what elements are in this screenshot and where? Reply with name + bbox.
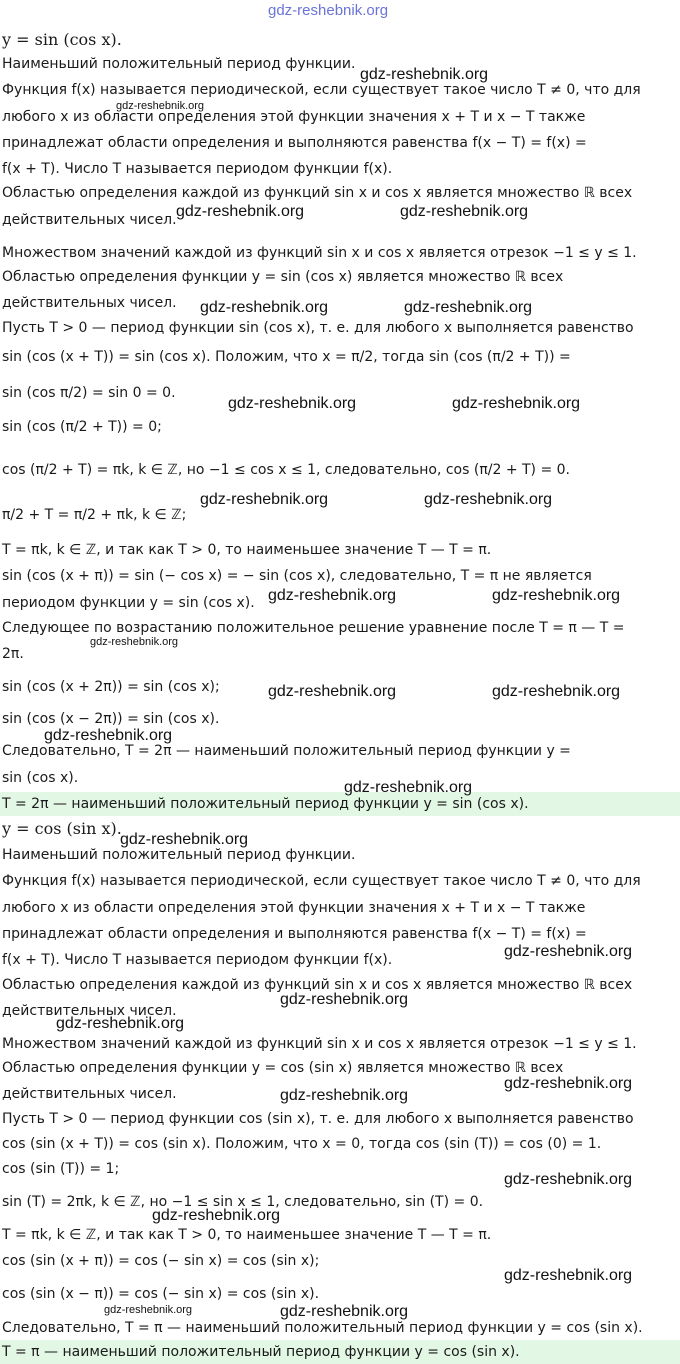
site-watermark-header: gdz-reshebnik.org	[268, 2, 389, 19]
watermark: gdz-reshebnik.org	[344, 779, 473, 796]
part1-line: cos (π/2 + T) = πk, k ∈ ℤ, но −1 ≤ cos x ≤ 1, следовательно, cos (π/2 + T) = 0.	[2, 462, 571, 478]
watermark: gdz-reshebnik.org	[104, 1304, 193, 1316]
part1-line: sin (cos π/2) = sin 0 = 0.	[2, 385, 176, 401]
watermark: gdz-reshebnik.org	[90, 636, 179, 648]
part1-answer: T = 2π — наименьший положительный период функции y = sin (cos x).	[0, 792, 680, 816]
part1-line: 2π.	[2, 646, 24, 662]
watermark: gdz-reshebnik.org	[280, 991, 409, 1008]
part1-line: Функция f(x) называется периодической, если существует такое число T ≠ 0, что для	[2, 82, 641, 98]
part1-line: sin (cos x).	[2, 770, 79, 786]
watermark: gdz-reshebnik.org	[228, 395, 357, 412]
part1-heading: y = sin (cos x).	[2, 30, 122, 49]
part1-line: периодом функции y = sin (cos x).	[2, 595, 255, 611]
part2-line: Следовательно, T = π — наименьший положительный период функции y = cos (sin x).	[2, 1320, 643, 1336]
part2-line: действительных чисел.	[2, 1003, 177, 1019]
watermark: gdz-reshebnik.org	[504, 943, 633, 960]
part2-line: Областью определения каждой из функций sin x и cos x является множество ℝ всех	[2, 977, 633, 993]
part2-line: Множеством значений каждой из функций sin x и cos x является отрезок −1 ≤ y ≤ 1.	[2, 1036, 637, 1052]
watermark: gdz-reshebnik.org	[404, 299, 533, 316]
watermark: gdz-reshebnik.org	[176, 203, 305, 220]
part2-line: T = πk, k ∈ ℤ, и так как T > 0, то наименьшее значение T — T = π.	[2, 1227, 492, 1243]
part1-line: Областью определения каждой из функций sin x и cos x является множество ℝ всех	[2, 185, 633, 201]
part2-line: Пусть T > 0 — период функции cos (sin x), т. е. для любого x выполняется равенство	[2, 1111, 634, 1127]
watermark: gdz-reshebnik.org	[120, 831, 249, 848]
watermark: gdz-reshebnik.org	[268, 683, 397, 700]
watermark: gdz-reshebnik.org	[424, 491, 553, 508]
watermark: gdz-reshebnik.org	[152, 1207, 281, 1224]
watermark: gdz-reshebnik.org	[56, 1015, 185, 1032]
watermark: gdz-reshebnik.org	[504, 1075, 633, 1092]
watermark: gdz-reshebnik.org	[200, 491, 329, 508]
part1-line: Следующее по возрастанию положительное решение уравнение после T = π — T =	[2, 620, 625, 636]
part2-line: cos (sin (T)) = 1;	[2, 1161, 120, 1177]
part2-line: действительных чисел.	[2, 1086, 177, 1102]
watermark: gdz-reshebnik.org	[492, 683, 621, 700]
part1-line: действительных чисел.	[2, 212, 177, 228]
watermark: gdz-reshebnik.org	[268, 587, 397, 604]
part1-line: Пусть T > 0 — период функции sin (cos x), т. е. для любого x выполняется равенство	[2, 320, 634, 336]
part2-line: sin (T) = 2πk, k ∈ ℤ, но −1 ≤ sin x ≤ 1, следовательно, sin (T) = 0.	[2, 1194, 484, 1210]
watermark: gdz-reshebnik.org	[200, 299, 329, 316]
part2-line: Функция f(x) называется периодической, если существует такое число T ≠ 0, что для	[2, 873, 641, 889]
part1-line: действительных чисел.	[2, 295, 177, 311]
part2-line: f(x + T). Число T называется периодом функции f(x).	[2, 952, 393, 968]
part1-line: sin (cos (x − 2π)) = sin (cos x).	[2, 711, 220, 727]
watermark: gdz-reshebnik.org	[400, 203, 529, 220]
part2-answer: T = π — наименьший положительный период функции y = cos (sin x).	[0, 1340, 680, 1364]
watermark: gdz-reshebnik.org	[504, 1171, 633, 1188]
part2-line: любого x из области определения этой функции значения x + T и x − T также	[2, 900, 586, 916]
watermark: gdz-reshebnik.org	[504, 1267, 633, 1284]
part2-line: cos (sin (x − π)) = cos (− sin x) = cos (sin x).	[2, 1286, 320, 1302]
part1-line: sin (cos (x + T)) = sin (cos x). Положим, что x = π/2, тогда sin (cos (π/2 + T)) =	[2, 349, 571, 365]
watermark: gdz-reshebnik.org	[116, 100, 205, 112]
part1-line: π/2 + T = π/2 + πk, k ∈ ℤ;	[2, 507, 187, 523]
part1-line: Следовательно, T = 2π — наименьший положительный период функции y =	[2, 743, 571, 759]
part1-line: f(x + T). Число T называется периодом функции f(x).	[2, 161, 393, 177]
watermark: gdz-reshebnik.org	[492, 587, 621, 604]
part2-line: cos (sin (x + T)) = cos (sin x). Положим, что x = 0, тогда cos (sin (T)) = cos (0) = 1.	[2, 1136, 602, 1152]
part2-line: Областью определения функции y = cos (sin x) является множество ℝ всех	[2, 1060, 564, 1076]
part1-line: Наименьший положительный период функции.	[2, 56, 356, 72]
part1-line: T = πk, k ∈ ℤ, и так как T > 0, то наименьшее значение T — T = π.	[2, 542, 492, 558]
watermark: gdz-reshebnik.org	[280, 1087, 409, 1104]
part2-line: принадлежат области определения и выполняются равенства f(x − T) = f(x) =	[2, 926, 587, 942]
part1-line: Множеством значений каждой из функций sin x и cos x является отрезок −1 ≤ y ≤ 1.	[2, 245, 637, 261]
watermark: gdz-reshebnik.org	[44, 727, 173, 744]
part1-line: принадлежат области определения и выполняются равенства f(x − T) = f(x) =	[2, 135, 587, 151]
watermark: gdz-reshebnik.org	[360, 66, 489, 83]
watermark: gdz-reshebnik.org	[452, 395, 581, 412]
part2-heading: y = cos (sin x).	[2, 819, 122, 838]
part1-line: любого x из области определения этой функции значения x + T и x − T также	[2, 109, 586, 125]
part1-line: Областью определения функции y = sin (cos x) является множество ℝ всех	[2, 269, 564, 285]
part2-line: Наименьший положительный период функции.	[2, 847, 356, 863]
part2-line: cos (sin (x + π)) = cos (− sin x) = cos (sin x);	[2, 1253, 320, 1269]
part1-line: sin (cos (π/2 + T)) = 0;	[2, 419, 162, 435]
part1-line: sin (cos (x + 2π)) = sin (cos x);	[2, 679, 220, 695]
part1-line: sin (cos (x + π)) = sin (− cos x) = − sin (cos x), следовательно, T = π не является	[2, 568, 592, 584]
watermark: gdz-reshebnik.org	[280, 1303, 409, 1320]
